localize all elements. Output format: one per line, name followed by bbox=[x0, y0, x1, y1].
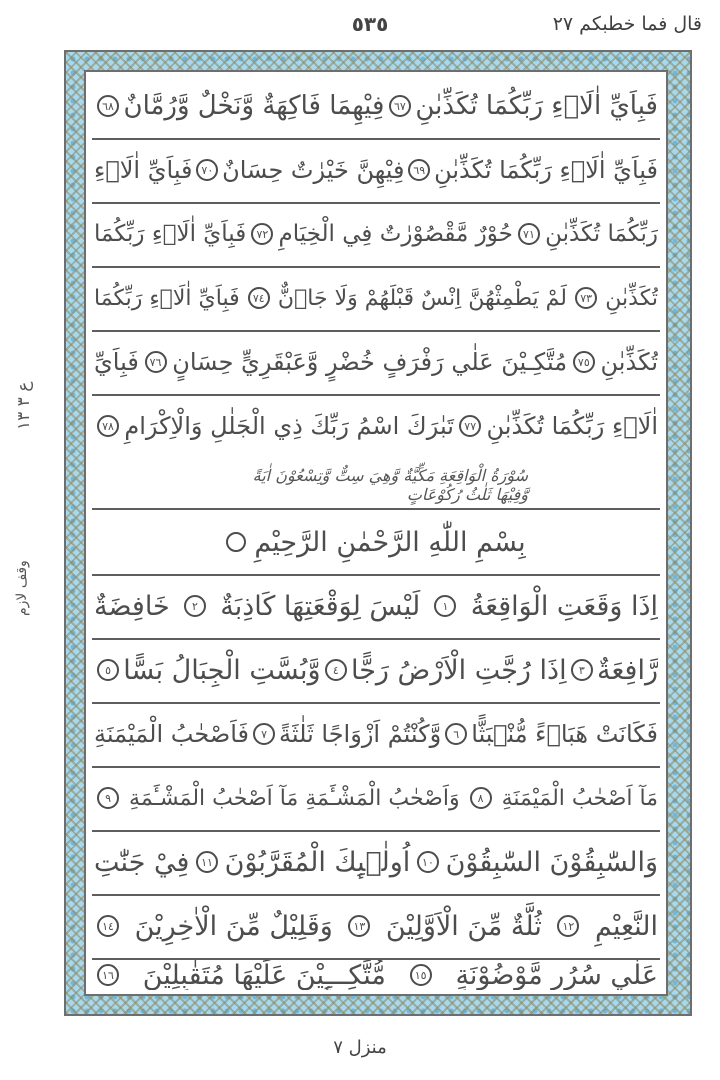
ayah-marker: ٢ bbox=[184, 595, 206, 617]
text-line bbox=[94, 332, 658, 392]
text-segment: وَقَلِيْلٌ مِّنَ الْاٰخِرِيْنَ bbox=[134, 910, 333, 942]
ayah-marker: ٩ bbox=[97, 787, 119, 809]
ayah-marker: ٧٥ bbox=[573, 351, 595, 373]
text-segment: اٰلَاۗءِ رَبِّكُمَا تُكَذِّبٰنِ bbox=[486, 412, 658, 440]
ayah-marker: ١٠ bbox=[417, 851, 439, 873]
bismillah-line bbox=[94, 512, 658, 572]
line-divider bbox=[92, 508, 660, 510]
text-line bbox=[94, 704, 658, 764]
text-segment: فَبِاَيِّ bbox=[94, 348, 139, 376]
text-segment: وَّكُنْتُمْ اَزْوَاجًا ثَلٰثَةً bbox=[279, 720, 442, 748]
text-segment: فِيْهِمَا فَاكِهَةٌ وَّنَخْلٌ وَّرُمَّانٌ bbox=[123, 91, 385, 121]
text-segment: وَالسّٰبِقُوْنَ السّٰبِقُوْنَ bbox=[445, 846, 658, 878]
text-segment: اِذَا رُجَّتِ الْاَرْضُ رَجًّا bbox=[351, 654, 567, 686]
ayah-marker: ٧٠ bbox=[196, 159, 218, 181]
ayah-marker: ٦٩ bbox=[408, 159, 430, 181]
surah-heading: سُوْرَةُ الْوَاقِعَةِ مَكِّيَّةٌ وَّهِيَ سِتٌّ وَّتِسْعُوْنَ اٰيَةً وَّفِيْهَا ثَلٰثُ رُكُوْعَاتٍ bbox=[252, 466, 528, 504]
text-segment: فَبِاَيِّ اٰلَاۗءِ رَبِّكُمَا bbox=[94, 285, 240, 311]
text-line bbox=[94, 204, 658, 264]
text-segment: تَبٰرَكَ اسْمُ رَبِّكَ ذِي الْجَلٰلِ وَالْاِكْرَامِ bbox=[124, 412, 454, 440]
text-line bbox=[94, 140, 658, 200]
text-line bbox=[94, 396, 658, 456]
ayah-marker: ٧١ bbox=[518, 223, 540, 245]
ayah-marker: ٧٢ bbox=[251, 223, 273, 245]
text-line bbox=[94, 896, 658, 956]
ayah-marker: ٤ bbox=[325, 659, 347, 681]
text-segment: فَبِاَيِّ اٰلَاۗءِ رَبِّكُمَا تُكَذِّبٰنِ bbox=[434, 156, 658, 184]
ayah-marker: ٦٧ bbox=[389, 95, 411, 117]
bismillah-text: بِسْمِ اللّٰهِ الرَّحْمٰنِ الرَّحِيْمِ bbox=[254, 526, 526, 558]
text-segment: تُكَذِّبٰنِ bbox=[605, 285, 658, 311]
text-line bbox=[94, 268, 658, 328]
text-segment: رَّافِعَةٌ bbox=[597, 654, 658, 686]
text-line bbox=[94, 640, 658, 700]
ayah-marker: ١٤ bbox=[97, 915, 119, 937]
ayah-marker: ٧ bbox=[253, 723, 275, 745]
ayah-marker: ١٦ bbox=[97, 964, 119, 986]
text-segment: مُّتَّكِـــِٕيْنَ عَلَيْهَا مُتَقٰبِلِيْنَ bbox=[142, 960, 386, 990]
ayah-marker: ٧٤ bbox=[248, 287, 270, 309]
ayah-marker: ٧٨ bbox=[97, 415, 119, 437]
text-segment: فَكَانَتْ هَبَاۗءً مُّنْۢبَثًّا bbox=[471, 720, 658, 748]
ayah-marker: ٦٨ bbox=[97, 95, 119, 117]
ayah-marker: ٦ bbox=[445, 723, 467, 745]
text-line bbox=[94, 576, 658, 636]
ayah-marker: ١٢ bbox=[557, 915, 579, 937]
text-segment: مُتَّكِـيْنَ عَلٰي رَفْرَفٍ خُضْرٍ وَّعَبْقَرِيٍّ حِسَانٍ bbox=[172, 348, 568, 376]
text-segment: خَافِضَةٌ bbox=[94, 590, 170, 622]
text-segment: وَّبُسَّتِ الْجِبَالُ بَسًّا bbox=[123, 654, 321, 686]
text-line bbox=[94, 832, 658, 892]
manzil-label: منزل ٧ bbox=[333, 1036, 387, 1058]
ayah-marker: ١٥ bbox=[410, 964, 432, 986]
ayah-marker: ٧٧ bbox=[459, 415, 481, 437]
juz-title: قال فما خطبكم ٢٧ bbox=[552, 13, 702, 35]
ayah-marker: ٧٣ bbox=[575, 287, 597, 309]
ayah-marker: ٨ bbox=[470, 787, 492, 809]
waqf-note: وقف لازم bbox=[14, 560, 30, 616]
page-number: ٥٣٥ bbox=[351, 12, 389, 36]
text-segment: اِذَا وَقَعَتِ الْوَاقِعَةُ bbox=[470, 590, 658, 622]
text-line bbox=[94, 76, 658, 136]
text-segment: النَّعِيْمِ bbox=[594, 910, 658, 942]
text-line bbox=[94, 960, 658, 990]
text-segment: فَاَصْحٰبُ الْمَيْمَنَةِ bbox=[94, 720, 249, 748]
ruku-marker: ع ٣ ١٣ bbox=[14, 382, 34, 431]
end-circle-icon bbox=[226, 532, 246, 552]
text-segment: فِيْ جَنّٰتِ bbox=[94, 846, 190, 878]
text-segment: فَبِاَيِّ اٰلَاۗءِ bbox=[94, 156, 193, 184]
text-segment: لَيْسَ لِوَقْعَتِهَا كَاذِبَةٌ bbox=[220, 590, 421, 622]
text-segment: فَبِاَيِّ اٰلَاۗءِ رَبِّكُمَا bbox=[94, 221, 247, 247]
text-segment: تُكَذِّبٰنِ bbox=[600, 348, 658, 376]
ayah-marker: ٣ bbox=[571, 659, 593, 681]
text-segment: ثُلَّةٌ مِّنَ الْاَوَّلِيْنَ bbox=[385, 910, 542, 942]
text-segment: فَبِاَيِّ اٰلَاۗءِ رَبِّكُمَا تُكَذِّبٰنِ bbox=[415, 91, 658, 121]
text-segment: عَلٰي سُرُرٍ مَّوْضُوْنَةٍ bbox=[455, 960, 658, 990]
text-segment: رَبِّكُمَا تُكَذِّبٰنِ bbox=[545, 221, 658, 247]
text-segment: وَاَصْحٰبُ الْمَشْـَٔمَةِ مَآ اَصْحٰبُ الْمَشْـَٔمَةِ bbox=[129, 785, 460, 811]
text-panel bbox=[88, 74, 664, 992]
ayah-marker: ١١ bbox=[196, 851, 218, 873]
ayah-marker: ٧٦ bbox=[145, 351, 167, 373]
text-segment: اُولٰۗىِٕكَ الْمُقَرَّبُوْنَ bbox=[224, 846, 411, 878]
ayah-marker: ١٣ bbox=[348, 915, 370, 937]
ayah-marker: ١ bbox=[434, 595, 456, 617]
text-segment: حُوْرٌ مَّقْصُوْرٰتٌ فِي الْخِيَامِ bbox=[278, 221, 513, 247]
text-segment: مَآ اَصْحٰبُ الْمَيْمَنَةِ bbox=[501, 785, 658, 811]
text-segment: لَمْ يَطْمِثْهُنَّ اِنْسٌ قَبْلَهُمْ وَلَا جَاۗنٌّ bbox=[277, 285, 567, 311]
text-segment: فِيْهِنَّ خَيْرٰتٌ حِسَانٌ bbox=[222, 156, 405, 184]
ayah-marker: ٥ bbox=[97, 659, 119, 681]
text-line bbox=[94, 768, 658, 828]
